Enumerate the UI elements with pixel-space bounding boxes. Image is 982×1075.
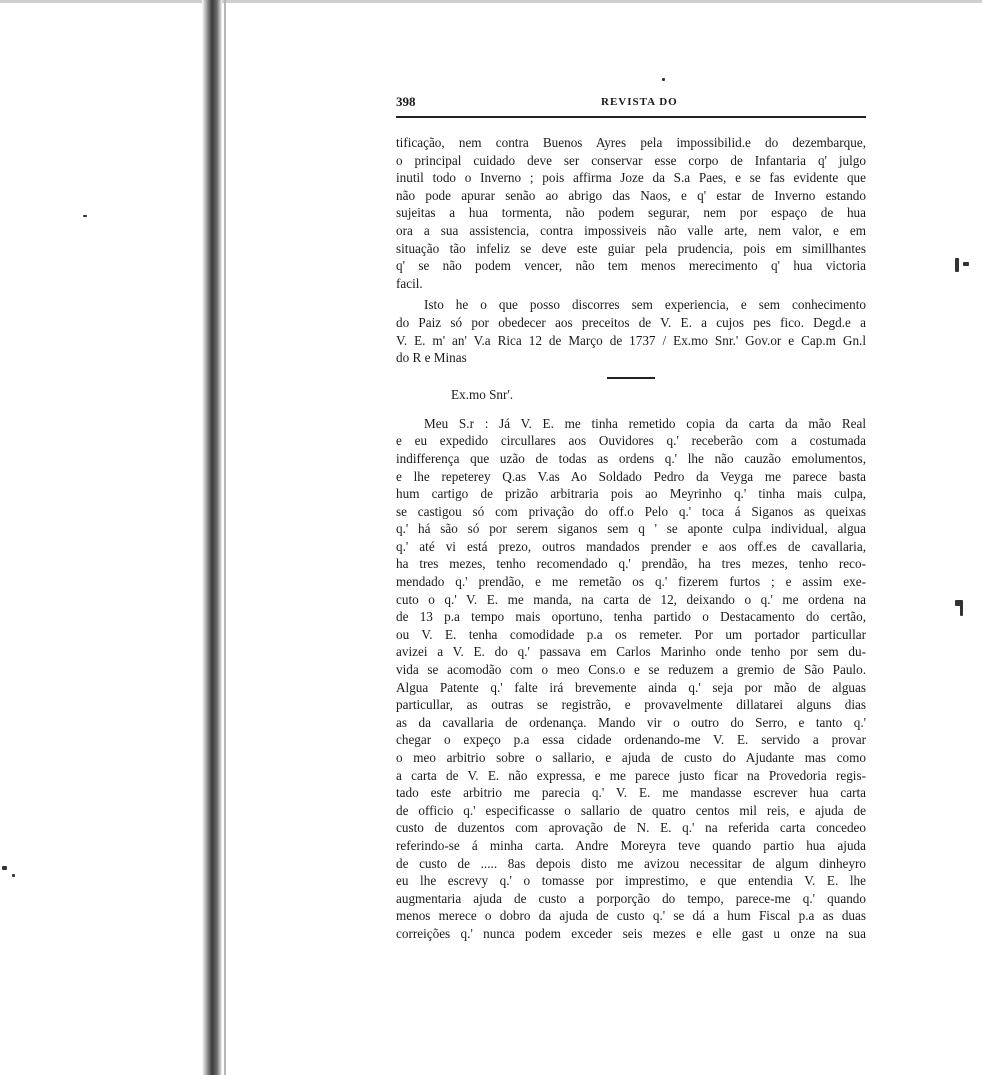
text-line: de 13 p.a tempo mais oportuno, tenha partido o Destacamento do certão, xyxy=(396,609,866,625)
text-line: q.' até vi está prezo, outros mandados prender e aos off.es de cavallaria, xyxy=(396,538,866,554)
text-line: indifferença que uzão de todas as ordens q.' lhe não cauzão emolumentos, xyxy=(396,450,866,466)
text-line: V. E. m' an' V.a Rica 12 de Março de 1737 / Ex.mo Snr.' Gov.or e Cap.m Gn.l xyxy=(396,332,866,348)
book-gutter xyxy=(0,0,240,1075)
text-line: eu lhe escrevy q.' o tomasse por imprestimo, e que entendia V. E. lhe xyxy=(396,873,866,889)
scan-speck xyxy=(963,262,969,266)
text-line: sujeitas a hua tormenta, não podem segurar, nem por espaço de hua xyxy=(396,205,866,221)
scan-speck xyxy=(12,874,15,877)
text-line: Isto he o que posso discorres sem experiencia, e sem conhecimento xyxy=(424,297,866,313)
letter2-paragraph xyxy=(396,415,866,943)
text-line: augmentaria ajuda de custo a porporção do tempo, parece-me q.' quando xyxy=(396,890,866,906)
text-line: q.' há são só por serem siganos sem q ' se aponte culpa individual, algua xyxy=(396,521,866,537)
scan-speck xyxy=(2,866,7,870)
book-page xyxy=(396,94,866,943)
text-line: cuto o q.' V. E. me manda, na carta de 12, deixando o q.' me ordena na xyxy=(396,591,866,607)
text-line: Algua Patente q.' falte irá brevemente ainda q.' seja por mão de alguas xyxy=(396,679,866,695)
page-header xyxy=(396,94,866,114)
text-line: de custo de ..... 8as depois disto me avizou necessitar de algum dinheyro xyxy=(396,855,866,871)
text-line: custo de duzentos com aprovação de N. E. q.' na referida carta concedeo xyxy=(396,820,866,836)
text-line: de officio q.' especificasse o sallario de quatro centos mil reis, e ajuda de xyxy=(396,802,866,818)
text-line: o principal cuidado deve ser conservar esse corpo de Infantaria q' julgo xyxy=(396,152,866,168)
scan-speck xyxy=(955,258,959,272)
text-line: chegar o expeço p.a essa cidade ordenando-me V. E. servido a provar xyxy=(396,732,866,748)
text-line: ou V. E. tenha comodidade p.a os remeter. Por um portador particullar xyxy=(396,626,866,642)
text-line: facil. xyxy=(396,275,423,291)
text-line: as da cavallaria de ordenança. Mando vir o outro do Serro, e tanto q.' xyxy=(396,714,866,730)
letter1-paragraph xyxy=(396,134,866,292)
text-line: se castigou só com privação do off.o Pelo q.' toca á Siganos as queixas xyxy=(396,503,866,519)
text-line: tificação, nem contra Buenos Ayres pela impossibilid.e do dezembarque, xyxy=(396,135,866,150)
letter1-closing xyxy=(396,296,866,366)
scan-speck xyxy=(960,604,963,616)
text-line: vida se acomodão com o meo Cons.o e se reduzem a gremio de São Paulo. xyxy=(396,662,866,678)
text-line: do R e Minas xyxy=(396,350,467,366)
text-line: ha tres mezes, tenho recomendado q.' prendão, ha tres mezes, tenho reco- xyxy=(396,556,866,572)
text-line: e eu expedido circullares aos Ouvidores q.' receberão com a costumada xyxy=(396,433,866,449)
gutter-shadow xyxy=(202,0,222,1075)
salutation: Ex.mo Snr'. xyxy=(451,386,514,402)
section-divider xyxy=(607,377,655,379)
text-line: Meu S.r : Já V. E. me tinha remetido copia da carta da mão Real xyxy=(424,415,866,431)
text-line: hum cartigo de prizão arbitraria pois ao Meyrinho q.' tinha mais culpa, xyxy=(396,486,866,502)
page-number: 398 xyxy=(396,94,416,109)
text-line: situação tão infeliz se deve este guiar pela prudencia, pois em simillhantes xyxy=(396,240,866,256)
scan-speck xyxy=(83,215,87,217)
text-line: referindo-se á minha carta. Andre Moreyra teve quando partio hua ajuda xyxy=(396,837,866,853)
text-line: mendado q.' prendão, e me remetão os q.' fizerem furtos ; e assim exe- xyxy=(396,574,866,590)
running-title: REVISTA DO xyxy=(601,96,678,108)
text-line: tado este arbitrio me parecia q.' V. E. me mandasse escrever hua carta xyxy=(396,785,866,801)
header-rule xyxy=(396,116,866,118)
text-line: ora a sua assistencia, contra impossiveis não valle arte, nem valor, e em xyxy=(396,222,866,238)
text-line: menos merece o dobro da ajuda de custo q.' se dá a hum Fiscal p.a as duas xyxy=(396,908,866,924)
text-line: do Paiz só por obedecer aos preceitos de V. E. a cujos pes fico. Degd.e a xyxy=(396,314,866,330)
text-line: inutil todo o Inverno ; pois affirma Joze da S.a Paes, e se fas evidente que xyxy=(396,170,866,186)
gutter-edge-line xyxy=(224,0,226,1075)
text-line: e lhe repeterey Q.as V.as Ao Soldado Pedro da Veyga me parece basta xyxy=(396,468,866,484)
text-line: correições q.' nunca podem exceder seis mezes e elle gast u onze na sua xyxy=(396,925,866,941)
text-line: avizei a V. E. do q.' passava em Carlos Marinho onde tenho por sem du- xyxy=(396,644,866,660)
text-line: o meo arbitrio sobre o sallario, e ajuda de custo do Ajudante mas como xyxy=(396,750,866,765)
scan-speck xyxy=(662,78,665,81)
text-line: q' se não podem vencer, não tem menos merecimento q' hua victoria xyxy=(396,258,866,274)
text-line: não pode apurar senão ao abrigo das Naos, e q' estar de Inverno estando xyxy=(396,187,866,203)
text-line: a carta de V. E. não expressa, e me parece justo ficar na Provedoria regis- xyxy=(396,767,866,783)
text-line: particullar, as outras se registrão, e provavelmente dillatarei alguns dias xyxy=(396,697,866,713)
